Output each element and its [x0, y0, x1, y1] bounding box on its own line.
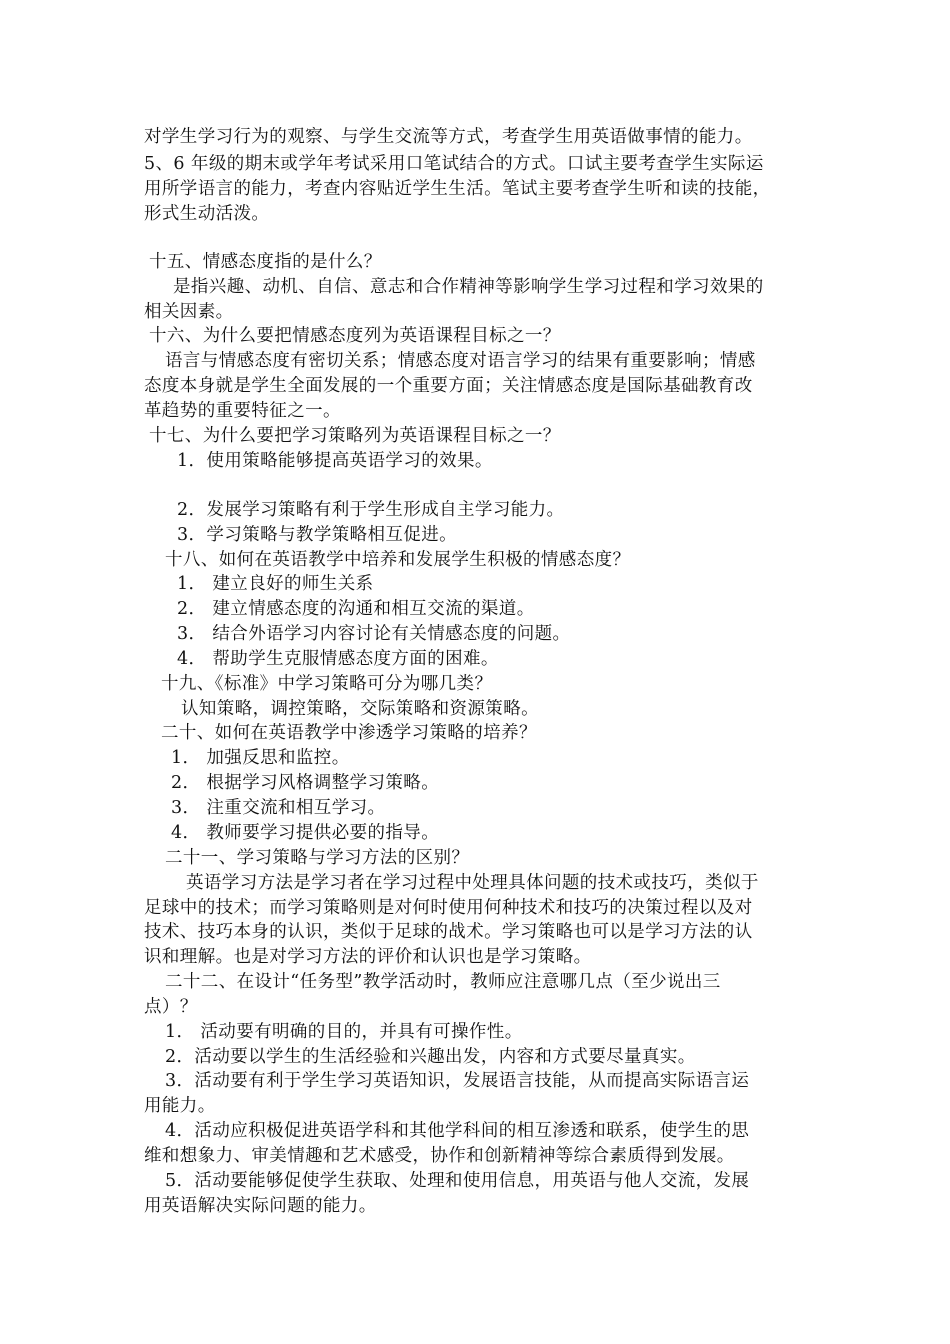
list-item: 2．活动要以学生的生活经验和兴趣出发，内容和方式要尽量真实。: [165, 1047, 696, 1067]
section-heading: 十六、为什么要把情感态度列为英语课程目标之一？: [149, 326, 561, 346]
list-item: 2． 根据学习风格调整学习策略。: [171, 773, 440, 793]
text-line: 形式生动活泼。: [144, 204, 270, 224]
list-item: 2． 建立情感态度的沟通和相互交流的渠道。: [177, 599, 535, 619]
text-line: 态度本身就是学生全面发展的一个重要方面；关注情感态度是国际基础教育改: [144, 376, 753, 396]
text-line: 技术、技巧本身的认识，类似于足球的战术。学习策略也可以是学习方法的认: [144, 922, 753, 942]
text-line: 革趋势的重要特征之一。: [144, 401, 341, 421]
list-item: 2．发展学习策略有利于学生形成自主学习能力。: [177, 500, 565, 520]
text-line: 是指兴趣、动机、自信、意志和合作精神等影响学生学习过程和学习效果的: [173, 277, 764, 297]
section-heading: 二十二、在设计“任务型”教学活动时，教师应注意哪几点（至少说出三: [165, 972, 721, 992]
section-heading: 二十一、学习策略与学习方法的区别？: [165, 848, 470, 868]
section-heading: 十八、如何在英语教学中培养和发展学生积极的情感态度？: [165, 550, 631, 570]
text-line: 5、6 年级的期末或学年考试采用口笔试结合的方式。口试主要考查学生实际运: [144, 154, 764, 174]
text-line: 维和想象力、审美情趣和艺术感受，协作和创新精神等综合素质得到发展。: [144, 1146, 735, 1166]
text-line: 足球中的技术；而学习策略则是对何时使用何种技术和技巧的决策过程以及对: [144, 898, 753, 918]
list-item: 4． 教师要学习提供必要的指导。: [171, 823, 440, 843]
text-line: 用所学语言的能力，考查内容贴近学生生活。笔试主要考查学生听和读的技能，: [144, 179, 771, 199]
list-item: 1． 加强反思和监控。: [171, 748, 350, 768]
section-heading: 十九、《标准》中学习策略可分为哪几类？: [161, 674, 493, 694]
list-item: 3．学习策略与教学策略相互促进。: [177, 525, 458, 545]
text-line: 语言与情感态度有密切关系；情感态度对语言学习的结果有重要影响；情感: [165, 351, 756, 371]
list-item: 3．活动要有利于学生学习英语知识，发展语言技能，从而提高实际语言运: [165, 1071, 750, 1091]
list-item: 4． 帮助学生克服情感态度方面的困难。: [177, 649, 499, 669]
text-line: 用英语解决实际问题的能力。: [144, 1196, 377, 1216]
text-line: 点）？: [144, 997, 198, 1017]
section-heading: 二十、如何在英语教学中渗透学习策略的培养？: [161, 723, 537, 743]
text-line: 用能力。: [144, 1096, 216, 1116]
text-line: 对学生学习行为的观察、与学生交流等方式，考查学生用英语做事情的能力。: [144, 127, 753, 147]
list-item: 1． 活动要有明确的目的，并具有可操作性。: [165, 1022, 523, 1042]
text-line: 英语学习方法是学习者在学习过程中处理具体问题的技术或技巧，类似于: [186, 873, 759, 893]
section-heading: 十七、为什么要把学习策略列为英语课程目标之一？: [149, 426, 561, 446]
text-line: 识和理解。也是对学习方法的评价和认识也是学习策略。: [144, 947, 592, 967]
text-line: 相关因素。: [144, 302, 234, 322]
text-line: 认知策略，调控策略，交际策略和资源策略。: [181, 699, 539, 719]
list-item: 5．活动要能够促使学生获取、处理和使用信息，用英语与他人交流，发展: [165, 1171, 750, 1191]
list-item: 3． 结合外语学习内容讨论有关情感态度的问题。: [177, 624, 571, 644]
list-item: 4．活动应积极促进英语学科和其他学科间的相互渗透和联系，使学生的思: [165, 1121, 750, 1141]
list-item: 3． 注重交流和相互学习。: [171, 798, 386, 818]
section-heading: 十五、情感态度指的是什么？: [149, 252, 382, 272]
list-item: 1． 建立良好的师生关系: [177, 574, 374, 594]
list-item: 1．使用策略能够提高英语学习的效果。: [177, 451, 493, 471]
